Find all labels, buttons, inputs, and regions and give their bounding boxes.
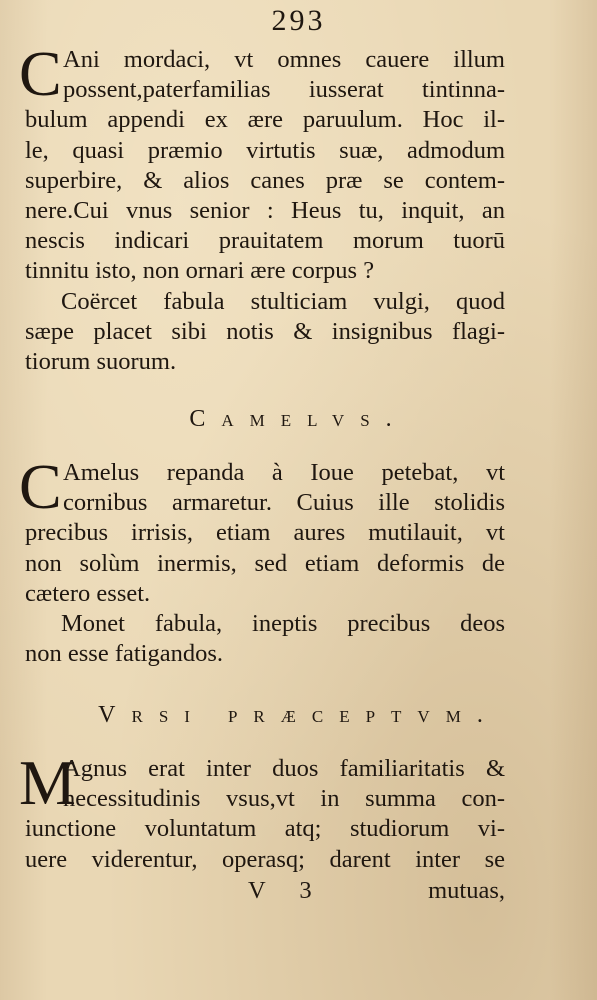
text-line: nere.Cui vnus senior : Heus tu, inquit, an bbox=[25, 196, 505, 224]
page-number: 293 bbox=[271, 4, 326, 37]
text-line: le, quasi præmio virtutis suæ, admodum bbox=[25, 136, 505, 164]
text-line: Agnus erat inter duos familiaritatis & bbox=[63, 755, 505, 782]
moral-line: sæpe placet sibi notis & insignibus flagi- bbox=[25, 317, 505, 345]
fable-2 bbox=[19, 451, 505, 669]
text-line: bulum appendi ex ære paruulum. Hoc il- bbox=[25, 106, 505, 134]
drop-cap: C bbox=[19, 38, 62, 109]
signature-mark: V 3 bbox=[248, 877, 326, 904]
moral-line: non esse fatigandos. bbox=[25, 640, 223, 668]
drop-cap: M bbox=[19, 747, 76, 818]
text-line: cornibus armaretur. Cuius ille stolidis bbox=[63, 489, 505, 517]
text-line: cætero esset. bbox=[25, 579, 151, 607]
text-line: Amelus repanda à Ioue petebat, vt bbox=[63, 459, 505, 486]
text-line: tinnitu isto, non ornari ære corpus ? bbox=[25, 257, 375, 285]
catchword: mutuas, bbox=[428, 877, 505, 904]
text-line: uere viderentur, operasq; darent inter se bbox=[25, 845, 505, 873]
text-line: superbire, & alios canes præ se contem- bbox=[25, 166, 505, 194]
text-line: Ani mordaci, vt omnes cauere illum bbox=[63, 46, 505, 73]
text-line: precibus irrisis, etiam aures mutilauit, vt bbox=[25, 519, 505, 547]
moral-line: Monet fabula, ineptis precibus deos bbox=[61, 609, 505, 637]
drop-cap: C bbox=[19, 451, 62, 522]
moral-line: tiorum suorum. bbox=[25, 347, 177, 375]
fable-heading: Camelvs. bbox=[189, 406, 408, 432]
fable-heading: Vrsi præceptvm. bbox=[98, 702, 499, 728]
fable-1 bbox=[19, 38, 505, 377]
fable-3 bbox=[19, 747, 505, 875]
text-line: non solùm inermis, sed etiam deformis de bbox=[25, 549, 505, 577]
text-line: iunctione voluntatum atq; studiorum vi- bbox=[25, 815, 505, 843]
text-line: necessitudinis vsus,vt in summa con- bbox=[63, 785, 505, 813]
text-line: nescis indicari prauitatem morum tuorū bbox=[25, 227, 505, 255]
text-line: possent,paterfamilias iusserat tintinna- bbox=[63, 76, 505, 104]
moral-line: Coërcet fabula stulticiam vulgi, quod bbox=[61, 287, 505, 315]
page-footer bbox=[25, 876, 505, 906]
